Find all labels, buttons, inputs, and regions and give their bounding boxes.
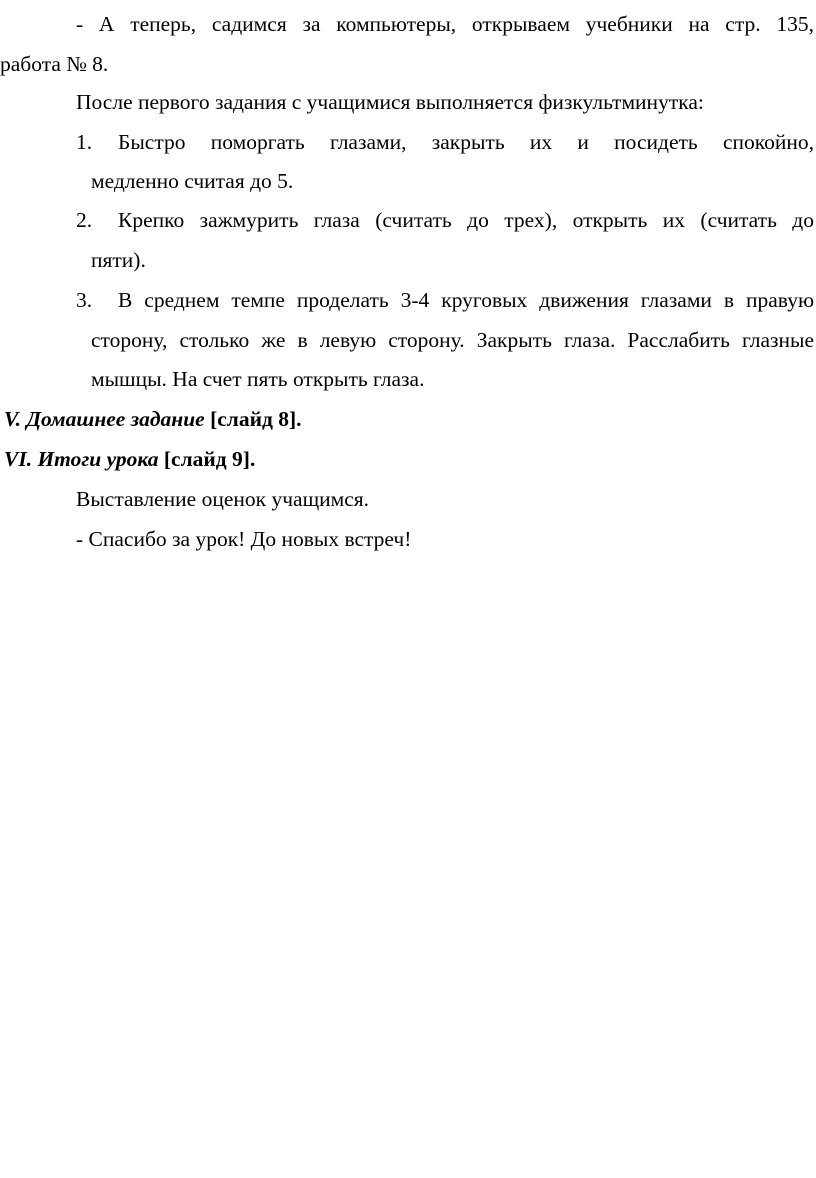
intro-line-1: - А теперь, садимся за компьютеры, открываем учебники на стр. 135,	[76, 12, 814, 36]
exercise-note: После первого задания с учащимися выполняется физкультминутка:	[76, 90, 704, 114]
section-homework-title: V. Домашнее задание	[4, 407, 205, 431]
thanks-line: - Спасибо за урок! До новых встреч!	[76, 527, 412, 551]
exercise-3-line-2: сторону, столько же в левую сторону. Закрыть глаза. Расслабить глазные	[91, 328, 814, 352]
section-homework	[4, 409, 302, 431]
grades-line: Выставление оценок учащимся.	[76, 487, 370, 511]
exercise-2-line-1: Крепко зажмурить глаза (считать до трех), открыть их (считать до	[118, 208, 814, 232]
exercise-number-1: 1.	[76, 130, 93, 154]
exercise-number-2: 2.	[76, 208, 93, 232]
exercise-2-line-2: пяти).	[91, 248, 146, 272]
exercise-1-line-2: медленно считая до 5.	[91, 169, 294, 193]
section-homework-slide: [слайд 8].	[204, 407, 302, 431]
exercise-3-line-1: В среднем темпе проделать 3-4 круговых движения глазами в правую	[118, 288, 814, 312]
section-summary-title: VI. Итоги урока	[4, 447, 159, 471]
exercise-1-line-1: Быстро поморгать глазами, закрыть их и посидеть спокойно,	[118, 130, 814, 154]
section-summary	[4, 449, 255, 471]
intro-line-2: работа № 8.	[0, 52, 109, 76]
exercise-3-line-3: мышцы. На счет пять открыть глаза.	[91, 367, 425, 391]
section-summary-slide: [слайд 9].	[158, 447, 256, 471]
exercise-number-3: 3.	[76, 288, 93, 312]
